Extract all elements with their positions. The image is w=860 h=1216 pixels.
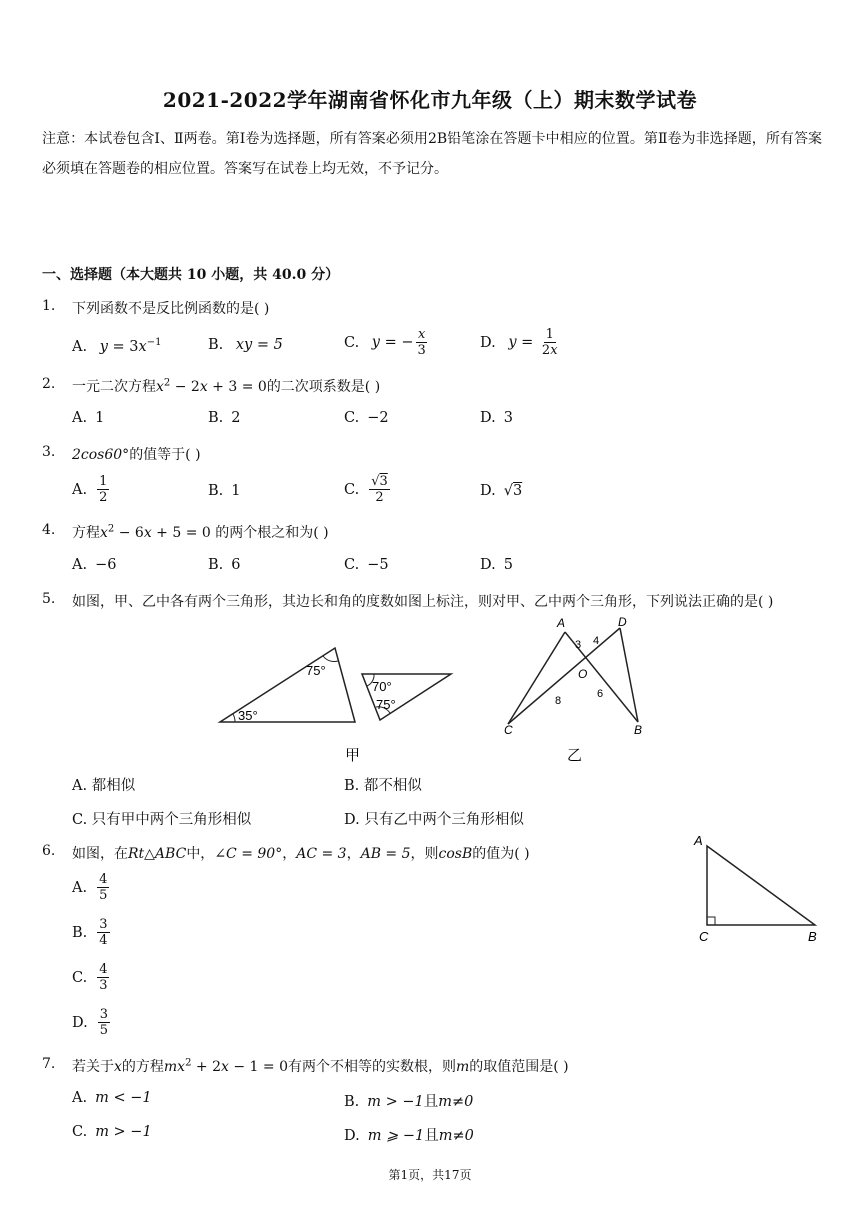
option-b[interactable]: B. 都不相似 (344, 778, 422, 794)
option-b[interactable]: B. 6 (208, 557, 241, 573)
point-label: C (504, 723, 513, 737)
question-text: 2cos60°的值等于( ) (72, 447, 201, 463)
question-text: 下列函数不是反比例函数的是( ) (72, 301, 270, 317)
right-triangle-figure (690, 830, 830, 945)
question-number: 6. (42, 843, 56, 859)
page-footer: 第1页，共17页 (388, 1168, 472, 1182)
figure-label: 甲 (345, 747, 361, 764)
point-label: A (694, 833, 703, 848)
question-number: 2. (42, 376, 56, 392)
angle-label: 35° (238, 708, 258, 723)
option-b[interactable]: B. 2 (208, 410, 241, 426)
question-text: 若关于x的方程$mx^2 + 2x - 1 = 0$有两个不相等的实数根，则m的取值范围是( ) (72, 1057, 569, 1075)
question-number: 3. (42, 444, 56, 460)
point-label: B (808, 929, 817, 944)
option-d[interactable]: D. 3 (480, 410, 513, 426)
angle-label: 75° (376, 697, 396, 712)
option-b[interactable]: B. m > −1且m≠0 (344, 1094, 474, 1110)
option-a[interactable]: A. m < −1 (72, 1090, 152, 1106)
question-number: 1. (42, 298, 56, 314)
option-c[interactable]: C. y = − $\frac{x}{3}$ (344, 327, 426, 358)
question-text: 一元二次方程$x^2 - 2x + 3 = 0$的二次项系数是( ) (72, 377, 381, 395)
length-label: 4 (593, 635, 600, 647)
option-d[interactable]: D. $\frac{3}{5}$ (72, 1007, 108, 1038)
question-text: 如图，甲、乙中各有两个三角形，其边长和角的度数如图上标注，则对甲、乙中两个三角形，下列说法正确的是( ) (72, 594, 774, 610)
option-a[interactable]: A. $y = 3x^{-1}$ (72, 337, 162, 355)
section-heading: 一、选择题（本大题共 10 小题，共 40.0 分） (42, 267, 340, 283)
option-label: D. (480, 334, 496, 351)
option-c[interactable]: C. −2 (344, 410, 389, 426)
question-text: 方程$x^2 - 6x + 5 = 0$ 的两个根之和为( ) (72, 523, 329, 541)
option-a[interactable]: A. −6 (72, 557, 117, 573)
option-a[interactable]: A. $\frac{4}{5}$ (72, 872, 108, 903)
question-text: 如图，在Rt△ABC中，∠C = 90°，AC = 3，AB = 5，则cosB的值为( ) (72, 846, 530, 862)
option-d[interactable]: D. y = $\frac{1}{2x}$ (480, 327, 558, 358)
angle-label: 70° (372, 679, 392, 694)
option-c[interactable]: C. m > −1 (72, 1124, 152, 1140)
point-label: A (557, 616, 566, 630)
page-title: 2021-2022学年湖南省怀化市九年级（上）期末数学试卷 (162, 88, 698, 112)
option-c[interactable]: C. $\frac{√3}{2}$ (344, 474, 388, 505)
math-expr: xy = 5 (235, 337, 283, 353)
option-c[interactable]: C. 只有甲中两个三角形相似 (72, 812, 252, 828)
math-expr: y (99, 338, 108, 355)
length-label: 8 (555, 695, 562, 707)
figure-label: 乙 (567, 747, 583, 764)
question-number: 7. (42, 1056, 56, 1072)
question-number: 4. (42, 522, 56, 538)
option-a[interactable]: A. 1 (72, 410, 105, 426)
length-label: 3 (575, 639, 582, 651)
option-b[interactable]: B. 1 (208, 483, 241, 499)
point-label: O (578, 667, 588, 681)
point-label: D (618, 615, 627, 629)
option-a[interactable]: A. 都相似 (72, 778, 136, 794)
option-b[interactable]: B. $\frac{3}{4}$ (72, 917, 108, 948)
option-d[interactable]: D. √3 (480, 483, 523, 499)
option-label: A. (72, 338, 88, 355)
question-number: 5. (42, 591, 56, 607)
point-label: C (699, 929, 709, 944)
exam-notice: 注意：本试卷包含Ⅰ、Ⅱ两卷。第Ⅰ卷为选择题，所有答案必须用2B铅笔涂在答题卡中相应的位置。第Ⅱ卷为非选择题，所有答案必须填在答题卷的相应位置。答案写在试卷上均无效，不予记分。 (42, 131, 822, 177)
option-label: B. (208, 337, 224, 353)
point-label: B (634, 723, 643, 737)
length-label: 6 (597, 688, 604, 700)
option-c[interactable]: C. $\frac{4}{3}$ (72, 962, 108, 993)
option-a[interactable]: A. $\frac{1}{2}$ (72, 474, 108, 505)
option-d[interactable]: D. 只有乙中两个三角形相似 (344, 812, 524, 828)
option-c[interactable]: C. −5 (344, 557, 389, 573)
option-d[interactable]: D. 5 (480, 557, 513, 573)
option-b[interactable] (208, 337, 283, 353)
option-label: C. (344, 334, 360, 351)
angle-label: 75° (306, 663, 326, 678)
triangle-figures (210, 612, 670, 772)
option-d[interactable]: D. m ⩾ −1且m≠0 (344, 1128, 474, 1144)
